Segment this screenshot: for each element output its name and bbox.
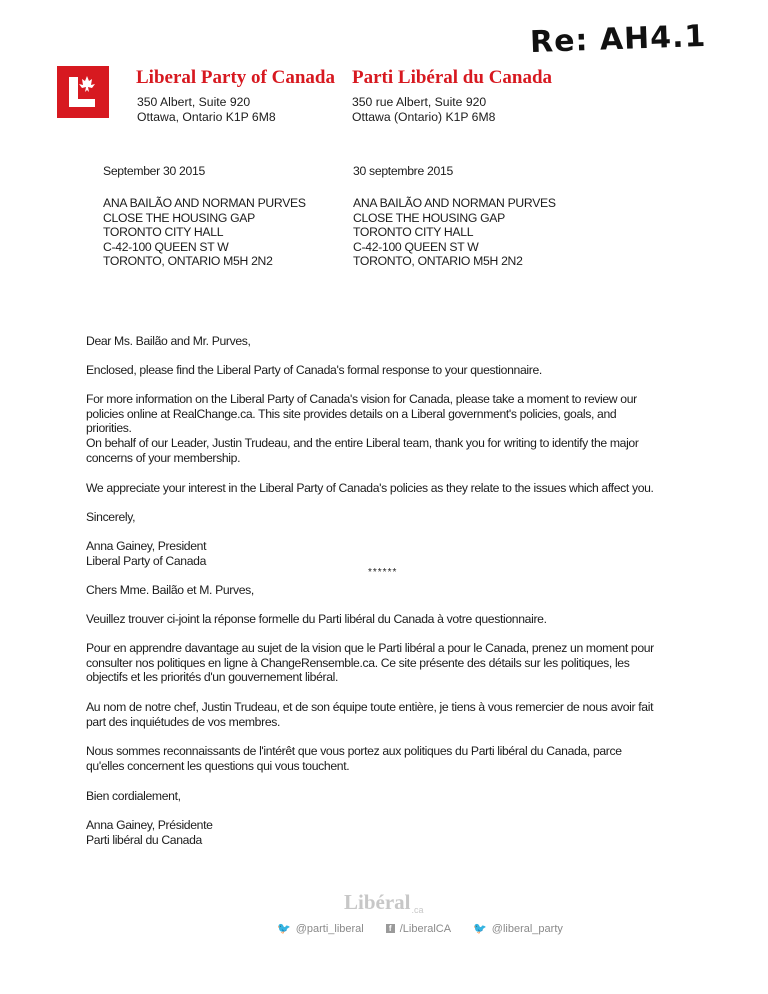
recipient-fr — [353, 196, 556, 269]
recipient-en — [103, 196, 306, 269]
org-address-en — [137, 95, 276, 125]
facebook-icon: f — [386, 924, 395, 933]
address-line: 350 Albert, Suite 920 — [137, 95, 251, 109]
recipient-line: ANA BAILÃO AND NORMAN PURVES — [103, 196, 306, 210]
recipient-line: TORONTO, ONTARIO M5H 2N2 — [353, 254, 523, 268]
salutation-fr: Chers Mme. Bailão et M. Purves, — [86, 583, 254, 597]
paragraph-en-3: On behalf of our Leader, Justin Trudeau, and the entire Liberal team, thank you for writing to identify the major concerns of your membership. — [86, 436, 639, 465]
recipient-line: TORONTO, ONTARIO M5H 2N2 — [103, 254, 273, 268]
twitter-handle-en: @liberal_party — [491, 922, 563, 935]
date-fr: 30 septembre 2015 — [353, 164, 453, 178]
footer-brand-suffix: .ca — [411, 905, 424, 915]
recipient-line: CLOSE THE HOUSING GAP — [353, 210, 505, 225]
footer-brand — [344, 890, 424, 915]
twitter-handle-fr: @parti_liberal — [295, 922, 364, 935]
org-name-en: Liberal Party of Canada — [136, 67, 335, 88]
paragraph-fr-3: Au nom de notre chef, Justin Trudeau, et de son équipe toute entière, je tiens à vous remercier de nous avoir fait part des inquiétudes de vos membres. — [86, 700, 654, 729]
address-line: Ottawa (Ontario) K1P 6M8 — [352, 110, 496, 124]
footer-brand-name: Libéral — [344, 890, 411, 914]
paragraph-en-1: Enclosed, please find the Liberal Party of Canada's formal response to your questionnaire. — [86, 363, 542, 377]
footer-social — [277, 922, 563, 935]
signature-name: Anna Gainey, Présidente — [86, 818, 213, 832]
liberal-logo — [57, 66, 109, 118]
signature-fr — [86, 818, 656, 847]
address-line: 350 rue Albert, Suite 920 — [352, 95, 487, 109]
date-en: September 30 2015 — [103, 164, 205, 178]
recipient-line: TORONTO CITY HALL — [103, 225, 224, 239]
org-name-fr: Parti Libéral du Canada — [352, 67, 553, 88]
signature-org: Parti libéral du Canada — [86, 832, 202, 847]
footer-twitter-fr[interactable] — [277, 922, 364, 935]
recipient-line: C-42-100 QUEEN ST W — [103, 239, 229, 254]
twitter-icon: 🐦 — [277, 923, 291, 935]
paragraph-fr-2: Pour en apprendre davantage au sujet de la vision que le Parti libéral a pour le Canada, prenez un moment pour consulter nos politiques en ligne à ChangeRensemble.ca. Ce site présente des détails sur les politiques, les objectifs et les priorités d'un gouvernement libéral. — [86, 641, 654, 684]
recipient-line: TORONTO CITY HALL — [353, 225, 474, 239]
org-address-fr — [352, 95, 495, 125]
recipient-line: C-42-100 QUEEN ST W — [353, 239, 479, 254]
paragraph-en-2: For more information on the Liberal Party of Canada's vision for Canada, please take a moment to review our policies online at RealChange.ca. This site provides details on a Liberal government's policies, goals, and priorities. — [86, 392, 637, 435]
section-divider: ****** — [368, 567, 398, 578]
facebook-handle: /LiberalCA — [399, 922, 452, 935]
salutation-en: Dear Ms. Bailão and Mr. Purves, — [86, 334, 251, 348]
paragraph-en-4: We appreciate your interest in the Liberal Party of Canada's policies as they relate to the issues which affect you. — [86, 481, 654, 495]
handwritten-note: Re: AH4.1 — [529, 18, 707, 61]
closing-fr: Bien cordialement, — [86, 789, 181, 803]
paragraph-fr-1: Veuillez trouver ci-joint la réponse formelle du Parti libéral du Canada à votre questionnaire. — [86, 612, 547, 626]
recipient-line: CLOSE THE HOUSING GAP — [103, 210, 255, 225]
recipient-line: ANA BAILÃO AND NORMAN PURVES — [353, 196, 556, 210]
closing-en: Sincerely, — [86, 510, 136, 524]
signature-en — [86, 539, 656, 568]
signature-org: Liberal Party of Canada — [86, 553, 206, 568]
paragraph-fr-4: Nous sommes reconnaissants de l'intérêt que vous portez aux politiques du Parti libéral du Canada, parce qu'elles concernent les questions qui vous touchent. — [86, 744, 622, 773]
address-line: Ottawa, Ontario K1P 6M8 — [137, 110, 276, 124]
twitter-icon: 🐦 — [473, 923, 487, 935]
footer-facebook[interactable] — [386, 922, 451, 935]
maple-leaf-l-icon — [57, 66, 109, 118]
signature-name: Anna Gainey, President — [86, 539, 207, 553]
footer-twitter-en[interactable] — [473, 922, 563, 935]
